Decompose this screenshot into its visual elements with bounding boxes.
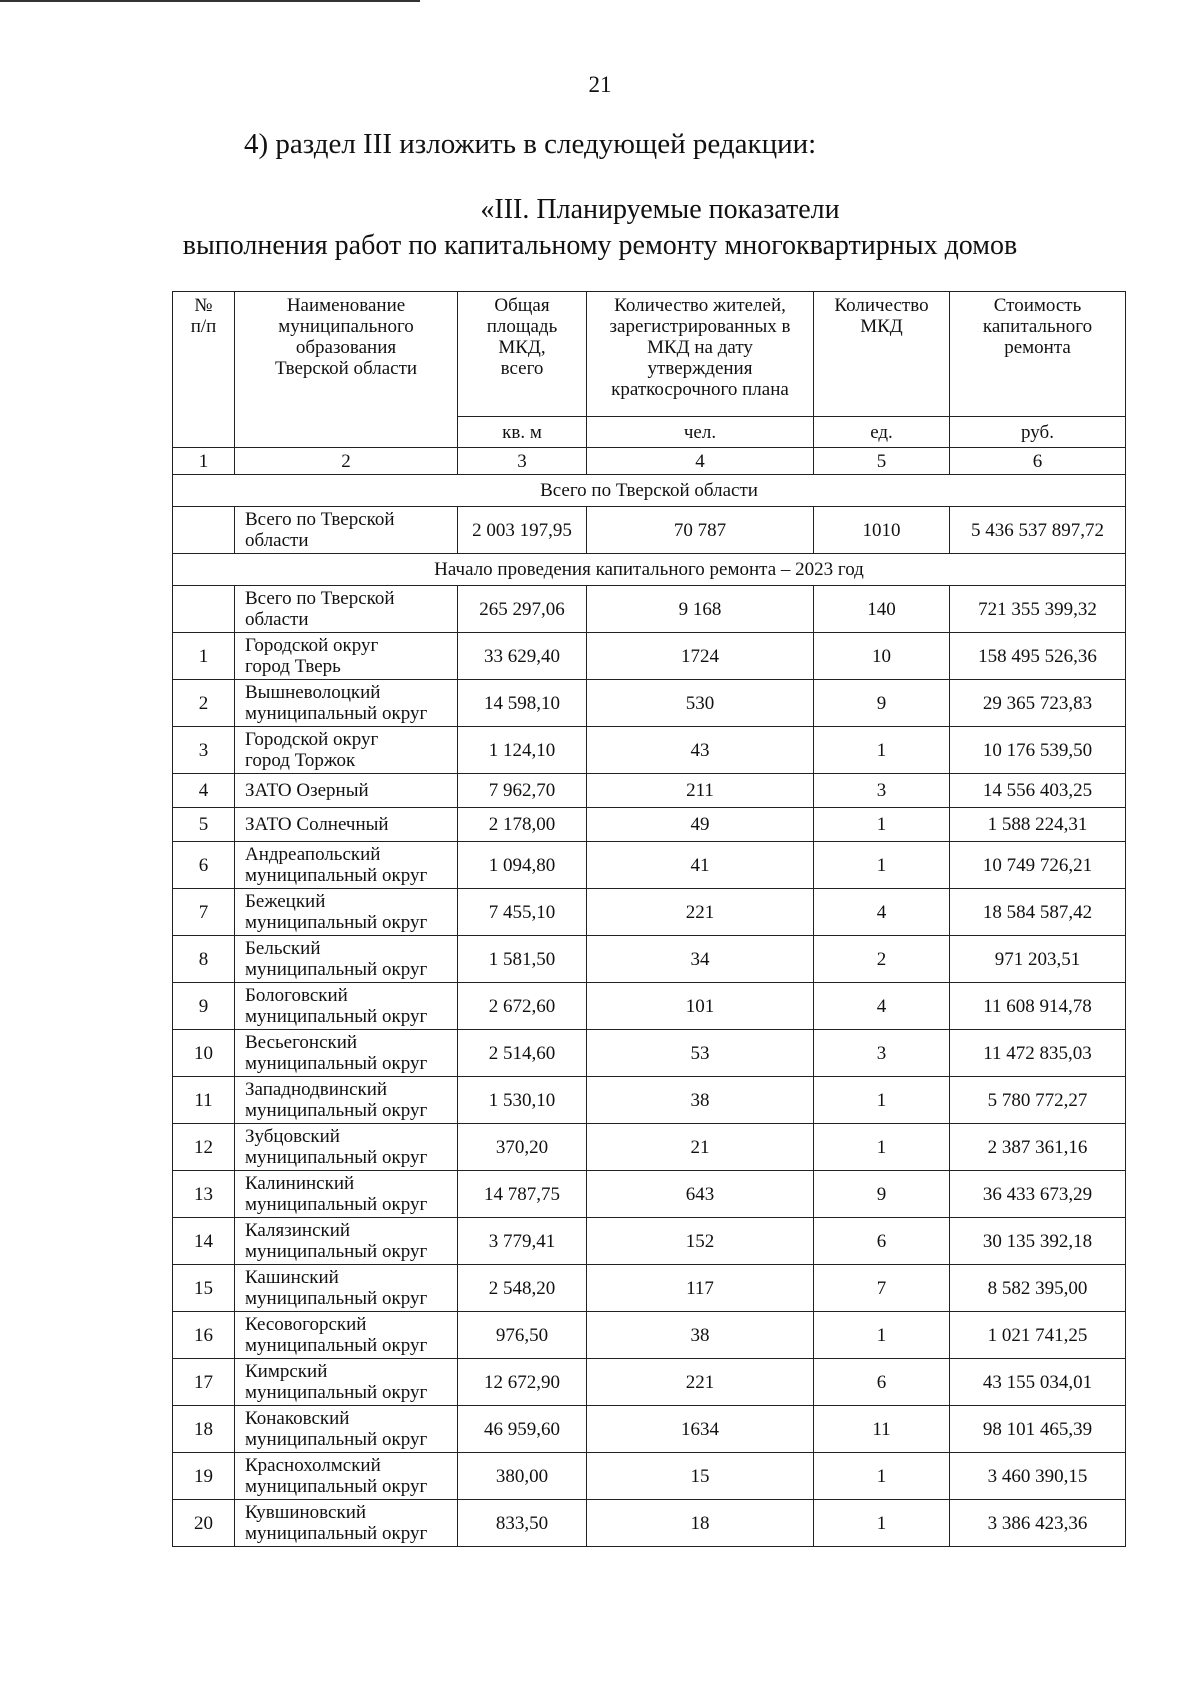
cell-count: 9 <box>814 1171 950 1218</box>
year-total-row <box>173 586 1126 633</box>
table-row <box>173 1359 1126 1406</box>
cell-residents: 152 <box>587 1218 814 1265</box>
cell-num: 6 <box>173 842 235 889</box>
cell-area: 12 672,90 <box>458 1359 587 1406</box>
cell-name: Кувшиновский муниципальный округ <box>235 1500 458 1547</box>
table-row <box>173 1171 1126 1218</box>
section-total-label: Всего по Тверской области <box>173 475 1126 507</box>
cell-residents: 117 <box>587 1265 814 1312</box>
section-title <box>0 192 1200 264</box>
cell-cost: 8 582 395,00 <box>950 1265 1126 1312</box>
cell-num: 14 <box>173 1218 235 1265</box>
cell-cost: 3 386 423,36 <box>950 1500 1126 1547</box>
cell-area: 7 962,70 <box>458 774 587 808</box>
header-count: Количество МКД <box>814 292 950 417</box>
cell-count: 10 <box>814 633 950 680</box>
cell-name: Конаковский муниципальный округ <box>235 1406 458 1453</box>
cell-cost: 36 433 673,29 <box>950 1171 1126 1218</box>
column-number: 4 <box>587 448 814 475</box>
cell-area: 33 629,40 <box>458 633 587 680</box>
cell-cost: 11 472 835,03 <box>950 1030 1126 1077</box>
cell-residents: 49 <box>587 808 814 842</box>
header-area: Общая площадь МКД, всего <box>458 292 587 417</box>
cell-residents: 70 787 <box>587 507 814 554</box>
table-row <box>173 727 1126 774</box>
cell-name: Калязинский муниципальный округ <box>235 1218 458 1265</box>
header-num: № п/п <box>173 292 235 448</box>
cell-count: 1 <box>814 842 950 889</box>
cell-num: 11 <box>173 1077 235 1124</box>
section-title-line-2: выполнения работ по капитальному ремонту многоквартирных домов <box>182 230 1018 261</box>
cell-area: 833,50 <box>458 1500 587 1547</box>
cell-residents: 15 <box>587 1453 814 1500</box>
cell-area: 2 548,20 <box>458 1265 587 1312</box>
cell-name: Андреапольский муниципальный округ <box>235 842 458 889</box>
cell-residents: 53 <box>587 1030 814 1077</box>
cell-residents: 41 <box>587 842 814 889</box>
scan-edge-line <box>0 0 420 2</box>
table-row <box>173 680 1126 727</box>
cell-num: 3 <box>173 727 235 774</box>
cell-cost: 721 355 399,32 <box>950 586 1126 633</box>
cell-name: Всего по Тверской области <box>235 586 458 633</box>
cell-num: 10 <box>173 1030 235 1077</box>
cell-num: 7 <box>173 889 235 936</box>
header-cost: Стоимость капитального ремонта <box>950 292 1126 417</box>
cell-num: 8 <box>173 936 235 983</box>
unit-cost: руб. <box>950 417 1126 448</box>
cell-name: Кимрский муниципальный округ <box>235 1359 458 1406</box>
table-row <box>173 936 1126 983</box>
unit-residents: чел. <box>587 417 814 448</box>
cell-area: 2 672,60 <box>458 983 587 1030</box>
cell-num: 9 <box>173 983 235 1030</box>
page-number: 21 <box>588 72 612 97</box>
column-number: 5 <box>814 448 950 475</box>
table-row <box>173 1312 1126 1359</box>
cell-area: 2 514,60 <box>458 1030 587 1077</box>
cell-num: 16 <box>173 1312 235 1359</box>
table-row <box>173 1453 1126 1500</box>
table-row <box>173 842 1126 889</box>
cell-area: 1 581,50 <box>458 936 587 983</box>
cell-residents: 38 <box>587 1312 814 1359</box>
cell-area: 2 003 197,95 <box>458 507 587 554</box>
cell-residents: 43 <box>587 727 814 774</box>
section-year-label: Начало проведения капитального ремонта – 2023 год <box>173 554 1126 586</box>
cell-name: Городской округ город Тверь <box>235 633 458 680</box>
cell-cost: 10 176 539,50 <box>950 727 1126 774</box>
cell-residents: 101 <box>587 983 814 1030</box>
cell-area: 1 530,10 <box>458 1077 587 1124</box>
cell-num: 12 <box>173 1124 235 1171</box>
cell-count: 1 <box>814 1312 950 1359</box>
cell-name: Кесовогорский муниципальный округ <box>235 1312 458 1359</box>
cell-count: 1 <box>814 727 950 774</box>
cell-num: 4 <box>173 774 235 808</box>
cell-count: 3 <box>814 1030 950 1077</box>
cell-residents: 18 <box>587 1500 814 1547</box>
cell-num: 20 <box>173 1500 235 1547</box>
cell-count: 6 <box>814 1218 950 1265</box>
cell-num: 18 <box>173 1406 235 1453</box>
cell-area: 7 455,10 <box>458 889 587 936</box>
cell-cost: 158 495 526,36 <box>950 633 1126 680</box>
indicators-table <box>172 291 1126 1547</box>
cell-residents: 530 <box>587 680 814 727</box>
cell-num: 1 <box>173 633 235 680</box>
cell-cost: 29 365 723,83 <box>950 680 1126 727</box>
cell-cost: 10 749 726,21 <box>950 842 1126 889</box>
cell-cost: 1 588 224,31 <box>950 808 1126 842</box>
unit-count: ед. <box>814 417 950 448</box>
cell-name: Бологовский муниципальный округ <box>235 983 458 1030</box>
cell-area: 380,00 <box>458 1453 587 1500</box>
column-number: 6 <box>950 448 1126 475</box>
table-row <box>173 774 1126 808</box>
cell-area: 370,20 <box>458 1124 587 1171</box>
cell-name: Городской округ город Торжок <box>235 727 458 774</box>
cell-name: Вышневолоцкий муниципальный округ <box>235 680 458 727</box>
cell-area: 46 959,60 <box>458 1406 587 1453</box>
cell-count: 1010 <box>814 507 950 554</box>
cell-cost: 5 436 537 897,72 <box>950 507 1126 554</box>
cell-count: 1 <box>814 1453 950 1500</box>
cell-num: 13 <box>173 1171 235 1218</box>
cell-count: 11 <box>814 1406 950 1453</box>
cell-cost: 14 556 403,25 <box>950 774 1126 808</box>
cell-cost: 3 460 390,15 <box>950 1453 1126 1500</box>
cell-residents: 643 <box>587 1171 814 1218</box>
cell-cost: 18 584 587,42 <box>950 889 1126 936</box>
cell-name: Западнодвинский муниципальный округ <box>235 1077 458 1124</box>
table-row <box>173 1077 1126 1124</box>
table-row <box>173 1265 1126 1312</box>
cell-count: 1 <box>814 808 950 842</box>
cell-area: 1 094,80 <box>458 842 587 889</box>
cell-residents: 1724 <box>587 633 814 680</box>
cell-residents: 21 <box>587 1124 814 1171</box>
column-number: 1 <box>173 448 235 475</box>
cell-name: Всего по Тверской области <box>235 507 458 554</box>
cell-area: 2 178,00 <box>458 808 587 842</box>
column-number: 3 <box>458 448 587 475</box>
cell-cost: 1 021 741,25 <box>950 1312 1126 1359</box>
amendment-intro: 4) раздел III изложить в следующей редакции: <box>244 128 817 160</box>
unit-area: кв. м <box>458 417 587 448</box>
cell-residents: 1634 <box>587 1406 814 1453</box>
cell-cost: 30 135 392,18 <box>950 1218 1126 1265</box>
cell-name: Калининский муниципальный округ <box>235 1171 458 1218</box>
cell-count: 1 <box>814 1500 950 1547</box>
cell-area: 3 779,41 <box>458 1218 587 1265</box>
cell-cost: 43 155 034,01 <box>950 1359 1126 1406</box>
cell-area: 265 297,06 <box>458 586 587 633</box>
cell-num: 15 <box>173 1265 235 1312</box>
cell-count: 2 <box>814 936 950 983</box>
cell-cost: 98 101 465,39 <box>950 1406 1126 1453</box>
cell-count: 4 <box>814 889 950 936</box>
cell-num <box>173 507 235 554</box>
cell-area: 14 787,75 <box>458 1171 587 1218</box>
cell-count: 9 <box>814 680 950 727</box>
header-residents: Количество жителей, зарегистрированных в МКД на дату утверждения краткосрочного плана <box>587 292 814 417</box>
cell-residents: 38 <box>587 1077 814 1124</box>
cell-cost: 971 203,51 <box>950 936 1126 983</box>
cell-residents: 34 <box>587 936 814 983</box>
cell-count: 140 <box>814 586 950 633</box>
cell-count: 4 <box>814 983 950 1030</box>
header-name: Наименование муниципального образования Тверской области <box>235 292 458 448</box>
cell-cost: 5 780 772,27 <box>950 1077 1126 1124</box>
cell-residents: 9 168 <box>587 586 814 633</box>
table-row <box>173 808 1126 842</box>
cell-num: 5 <box>173 808 235 842</box>
table-row <box>173 983 1126 1030</box>
table-row <box>173 1406 1126 1453</box>
cell-name: Зубцовский муниципальный округ <box>235 1124 458 1171</box>
cell-count: 7 <box>814 1265 950 1312</box>
cell-num: 2 <box>173 680 235 727</box>
table-row <box>173 633 1126 680</box>
cell-name: ЗАТО Солнечный <box>235 808 458 842</box>
cell-area: 14 598,10 <box>458 680 587 727</box>
cell-num: 17 <box>173 1359 235 1406</box>
cell-residents: 211 <box>587 774 814 808</box>
cell-count: 1 <box>814 1077 950 1124</box>
cell-name: Краснохолмский муниципальный округ <box>235 1453 458 1500</box>
cell-name: ЗАТО Озерный <box>235 774 458 808</box>
cell-name: Кашинский муниципальный округ <box>235 1265 458 1312</box>
cell-count: 6 <box>814 1359 950 1406</box>
cell-count: 3 <box>814 774 950 808</box>
cell-name: Бежецкий муниципальный округ <box>235 889 458 936</box>
column-number: 2 <box>235 448 458 475</box>
table-row <box>173 1030 1126 1077</box>
cell-num <box>173 586 235 633</box>
region-total-row <box>173 507 1126 554</box>
cell-residents: 221 <box>587 1359 814 1406</box>
section-title-line-1: «III. Планируемые показатели <box>480 194 840 225</box>
cell-name: Бельский муниципальный округ <box>235 936 458 983</box>
cell-residents: 221 <box>587 889 814 936</box>
cell-area: 976,50 <box>458 1312 587 1359</box>
cell-area: 1 124,10 <box>458 727 587 774</box>
table-row <box>173 1500 1126 1547</box>
table-row <box>173 889 1126 936</box>
table-row <box>173 1218 1126 1265</box>
cell-name: Весьегонский муниципальный округ <box>235 1030 458 1077</box>
cell-num: 19 <box>173 1453 235 1500</box>
table-row <box>173 1124 1126 1171</box>
cell-cost: 11 608 914,78 <box>950 983 1126 1030</box>
cell-cost: 2 387 361,16 <box>950 1124 1126 1171</box>
cell-count: 1 <box>814 1124 950 1171</box>
